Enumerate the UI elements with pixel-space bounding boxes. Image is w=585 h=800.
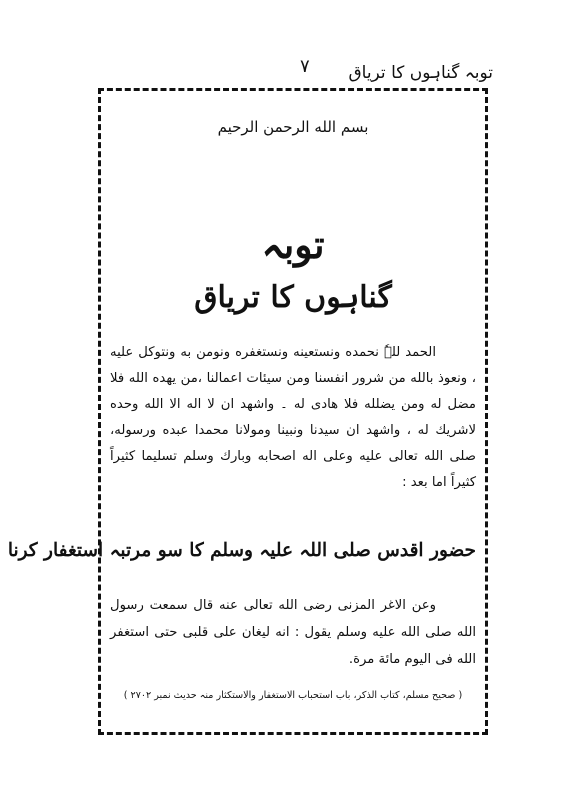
- page-number: ۷: [300, 56, 310, 77]
- basmala: بسم الله الرحمن الرحیم: [217, 118, 369, 136]
- page-title: توبہ: [261, 222, 325, 267]
- intro-paragraph-block: [110, 340, 476, 496]
- intro-paragraph: الحمد للہٗ نحمده ونستعينه ونستغفره ونومن به ونتوكل عليه ، ونعوذ بالله من شرور انفسنا ومن سيئات اعمالنا ،من يهده الله فلا مضل له ومن يضلله فلا هادى له ۔ واشهد ان لا اله الا الله وحده لاشريك له ، واشهد ان سيدنا ونبينا ومولانا محمدا عبده ورسوله، صلى الله تعالى عليه وعلى اله اصحابه وبارك وسلم تسليما كثيراً كثيراً اما بعد :: [110, 345, 476, 490]
- running-header-title: توبہ گناہوں کا تریاق: [348, 63, 493, 83]
- page-subtitle: گناہوں کا تریاق: [194, 280, 392, 315]
- source-reference: ( صحیح مسلم، کتاب الذکر، باب استحباب الاستغفار والاستکثار منہ حدیث نمبر ۲۷۰۲ ): [123, 690, 463, 701]
- hadith-paragraph-block: [110, 592, 476, 673]
- hadith-paragraph: وعن الاغر المزنى رضى الله تعالى عنه قال سمعت رسول الله صلى الله عليه وسلم يقول : انه ليغان على قلبى حتى استغفر الله فى اليوم مائة مرة.: [110, 598, 476, 667]
- hadith-heading: حضور اقدس صلی اللہ علیہ وسلم کا سو مرتبہ استغفار کرنا: [7, 540, 476, 561]
